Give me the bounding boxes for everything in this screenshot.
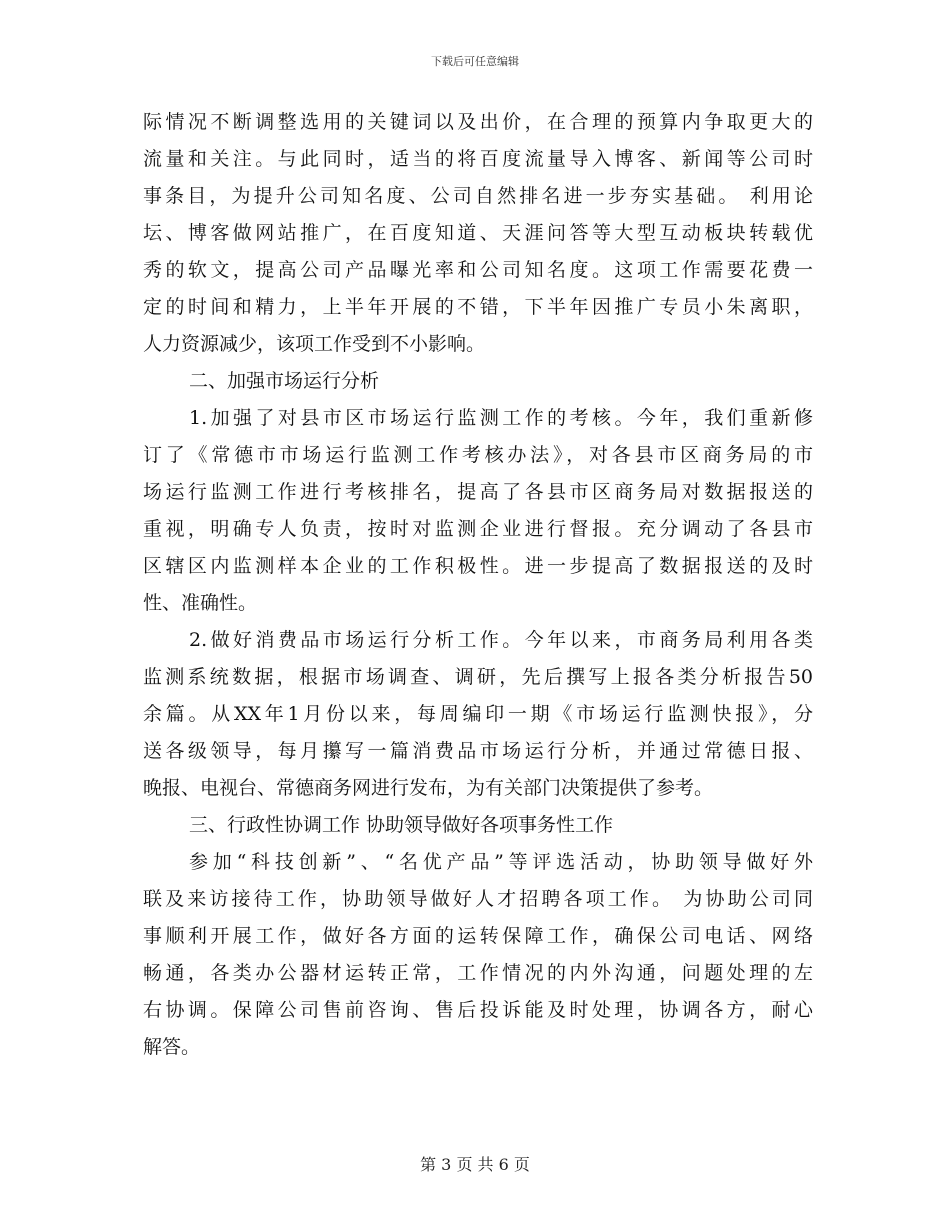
text-line: 重视，明确专人负责，按时对监测企业进行督报。充分调动了各县市 <box>143 518 813 540</box>
text-line: 事条目，为提升公司知名度、公司自然排名进一步夯实基础。 利用论 <box>143 185 813 207</box>
paragraph <box>143 104 813 363</box>
text-line: 畅通，各类办公器材运转正常，工作情况的内外沟通，问题处理的左 <box>143 962 813 984</box>
text-line: 场运行监测工作进行考核排名，提高了各县市区商务局对数据报送的 <box>143 481 813 503</box>
text-line: 参加“科技创新”、“名优产品”等评选活动，协助领导做好外 <box>189 851 813 873</box>
text-line: 际情况不断调整选用的关键词以及出价，在合理的预算内争取更大的 <box>143 111 813 133</box>
text-line: 监测系统数据，根据市场调查、调研，先后撰写上报各类分析报告50 <box>143 666 813 688</box>
text-line: 右协调。保障公司售前咨询、售后投诉能及时处理，协调各方，耐心 <box>143 999 813 1021</box>
text-line: 三、行政性协调工作 协助领导做好各项事务性工作 <box>189 814 614 836</box>
text-line: 余篇。从XX年1月份以来，每周编印一期《市场运行监测快报》，分 <box>143 703 813 725</box>
text-line: 人力资源减少，该项工作受到不小影响。 <box>143 333 486 355</box>
text-line: 二、加强市场运行分析 <box>189 370 380 392</box>
text-line: 送各级领导，每月攥写一篇消费品市场运行分析，并通过常德日报、 <box>143 740 813 762</box>
section-heading <box>143 363 813 400</box>
text-line: 区辖区内监测样本企业的工作积极性。进一步提高了数据报送的及时 <box>143 555 813 577</box>
paragraph <box>143 622 813 807</box>
text-line: 1.加强了对县市区市场运行监测工作的考核。今年，我们重新修 <box>189 407 813 429</box>
text-line: 2.做好消费品市场运行分析工作。今年以来，市商务局利用各类 <box>189 629 813 651</box>
text-line: 定的时间和精力，上半年开展的不错，下半年因推广专员小朱离职， <box>143 296 813 318</box>
text-line: 流量和关注。与此同时，适当的将百度流量导入博客、新闻等公司时 <box>143 148 813 170</box>
text-line: 解答。 <box>143 1036 201 1058</box>
text-line: 秀的软文，提高公司产品曝光率和公司知名度。这项工作需要花费一 <box>143 259 813 281</box>
paragraph <box>143 400 813 622</box>
page-header: 下载后可任意编辑 <box>431 55 519 68</box>
text-line: 事顺利开展工作，做好各方面的运转保障工作，确保公司电话、网络 <box>143 925 813 947</box>
section-heading <box>143 807 813 844</box>
text-line: 订了《常德市市场运行监测工作考核办法》，对各县市区商务局的市 <box>143 444 813 466</box>
document-body <box>143 104 813 1066</box>
page-number-footer: 第 3 页 共 6 页 <box>420 1155 530 1174</box>
paragraph <box>143 844 813 1066</box>
text-line: 联及来访接待工作，协助领导做好人才招聘各项工作。 为协助公司同 <box>143 888 813 910</box>
text-line: 晚报、电视台、常德商务网进行发布，为有关部门决策提供了参考。 <box>143 777 714 799</box>
text-line: 坛、博客做网站推广，在百度知道、天涯问答等大型互动板块转载优 <box>143 222 813 244</box>
text-line: 性、准确性。 <box>143 592 258 614</box>
